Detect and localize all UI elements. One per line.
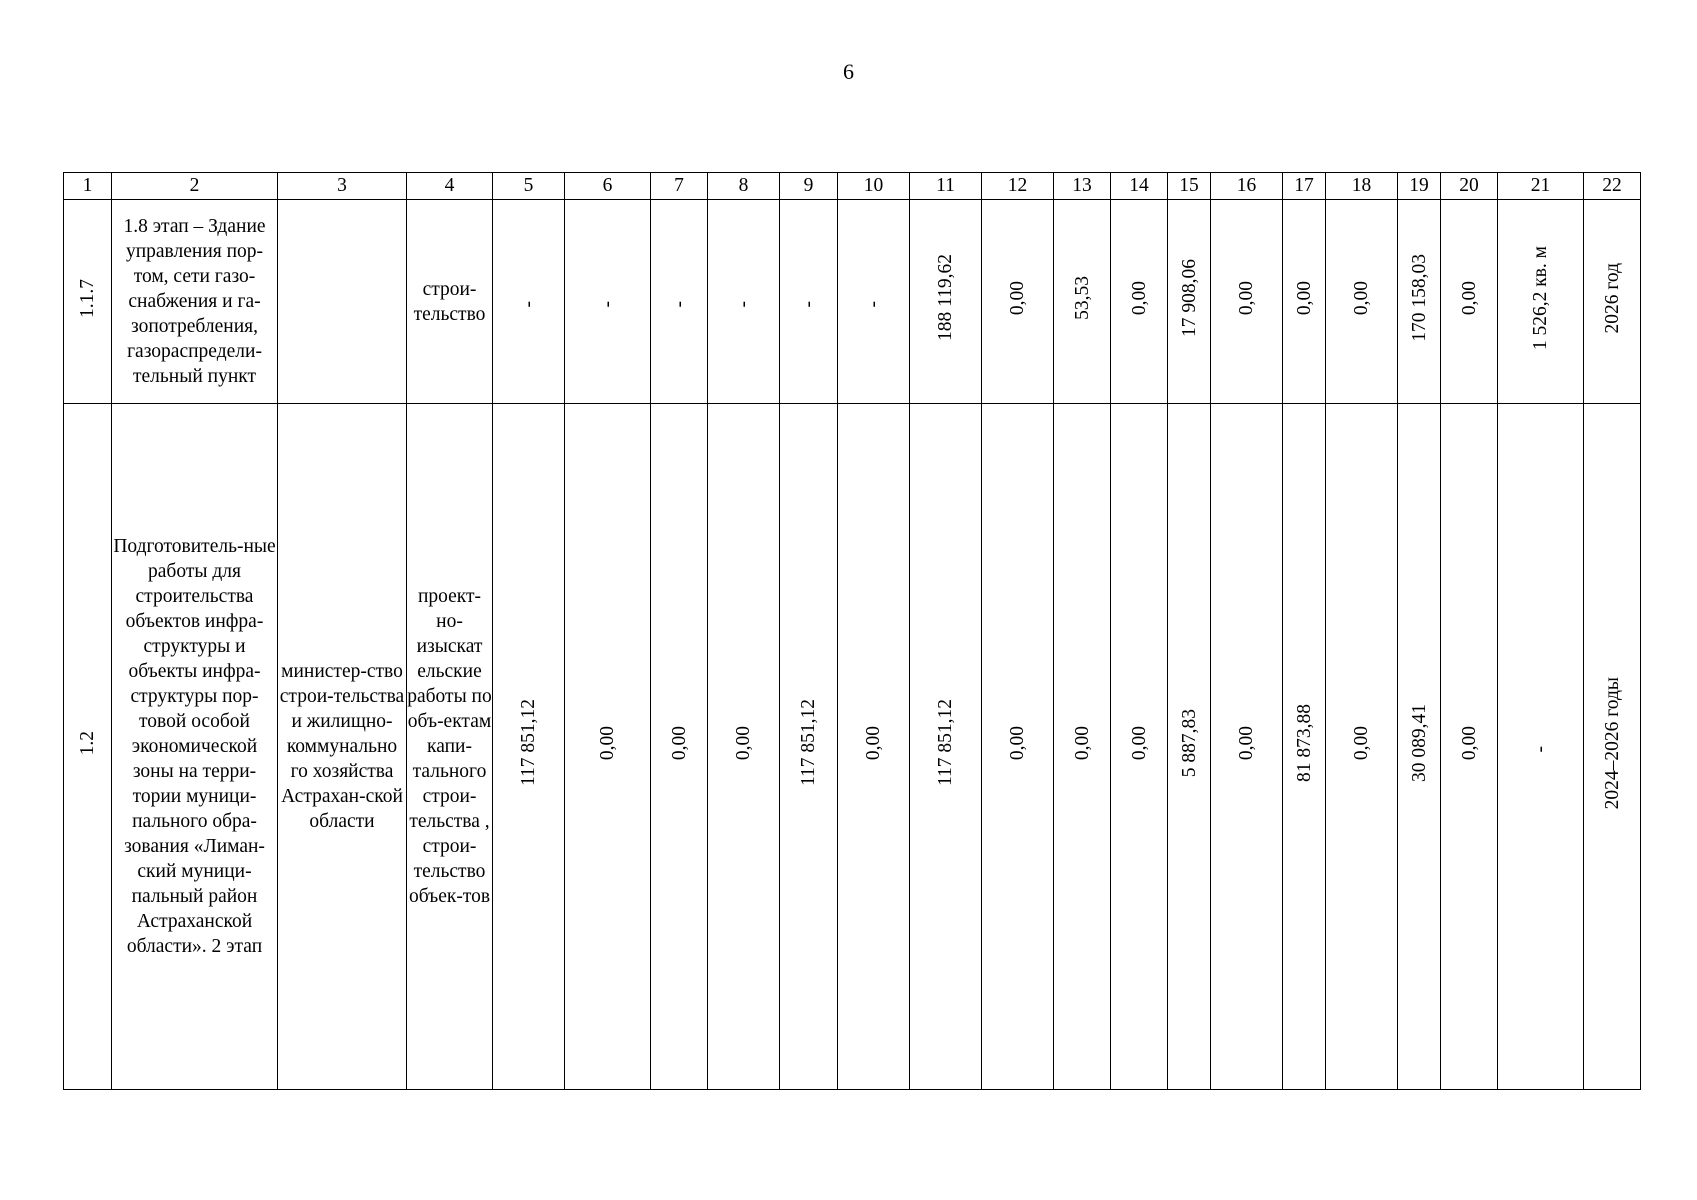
value-cell — [1168, 200, 1211, 404]
name-cell — [112, 200, 278, 404]
header-cell: 3 — [278, 173, 407, 200]
capacity: - — [1530, 745, 1551, 752]
period: 2024–2026 годы — [1601, 676, 1623, 810]
value: 0,00 — [597, 725, 618, 761]
financing-table — [63, 172, 1641, 1090]
row-id: 1.2 — [77, 730, 98, 756]
name-text: Подготовитель-ные работы для строительства объектов инфра-структуры и объекты инфра-структуры пор-товой особой экономической зоны на терри-тории муници-пального обра-зования «Лиман-ский муници-пальный район Астраханской области». 2 этап — [113, 536, 276, 957]
value-cell — [982, 404, 1054, 1090]
value-cell — [1211, 200, 1283, 404]
header-cell: 17 — [1283, 173, 1326, 200]
executor-text: министер-ство строи-тельства и жилищно-коммунально го хозяйства Астрахан-ской области — [279, 661, 405, 832]
value: - — [518, 300, 539, 307]
value: - — [668, 300, 690, 307]
header-cell: 6 — [565, 173, 651, 200]
header-cell: 15 — [1168, 173, 1211, 200]
value: 0,00 — [1458, 280, 1480, 316]
value: - — [733, 300, 754, 307]
value-cell — [1283, 404, 1326, 1090]
value: 0,00 — [1128, 725, 1150, 761]
value: 0,00 — [1458, 725, 1480, 761]
header-row — [64, 173, 1641, 200]
value-cell — [1211, 404, 1283, 1090]
value: 5 887,83 — [1178, 708, 1200, 778]
value-cell — [1054, 200, 1111, 404]
value: 0,00 — [1128, 280, 1150, 316]
header-cell: 13 — [1054, 173, 1111, 200]
row-id: 1.1.7 — [77, 278, 98, 318]
value-cell — [708, 200, 780, 404]
value: 170 158,03 — [1408, 254, 1430, 342]
capacity-cell — [1498, 404, 1584, 1090]
work-type-text: строи-тельство — [413, 278, 486, 325]
value: 117 851,12 — [798, 699, 819, 787]
header-cell: 5 — [493, 173, 565, 200]
header-cell: 2 — [112, 173, 278, 200]
header-cell: 19 — [1398, 173, 1441, 200]
value: 30 089,41 — [1408, 704, 1430, 782]
value: 0,00 — [1007, 725, 1028, 761]
value-cell — [838, 404, 910, 1090]
value-cell — [565, 200, 651, 404]
value: 0,00 — [1007, 280, 1028, 316]
value-cell — [1326, 200, 1398, 404]
value-cell — [1054, 404, 1111, 1090]
capacity-cell — [1498, 200, 1584, 404]
value: 117 851,12 — [935, 699, 956, 787]
header-cell: 1 — [64, 173, 112, 200]
value: 0,00 — [1071, 725, 1093, 761]
capacity: 1 526,2 кв. м — [1530, 245, 1551, 351]
executor-cell — [278, 404, 407, 1090]
header-cell: 11 — [910, 173, 982, 200]
header-cell: 18 — [1326, 173, 1398, 200]
executor-cell — [278, 200, 407, 404]
value-cell — [838, 200, 910, 404]
header-cell: 7 — [651, 173, 708, 200]
table-row — [64, 404, 1641, 1090]
row-id-cell — [64, 404, 112, 1090]
value-cell — [493, 404, 565, 1090]
value: 117 851,12 — [518, 699, 539, 787]
table-row — [64, 200, 1641, 404]
value-cell — [780, 200, 838, 404]
value-cell — [910, 200, 982, 404]
period-cell — [1584, 404, 1641, 1090]
header-cell: 20 — [1441, 173, 1498, 200]
value-cell — [1398, 200, 1441, 404]
value-cell — [1111, 200, 1168, 404]
value: 0,00 — [1236, 725, 1257, 761]
value: 17 908,06 — [1178, 259, 1200, 337]
value-cell — [1441, 200, 1498, 404]
value: 81 873,88 — [1293, 704, 1315, 782]
period-cell — [1584, 200, 1641, 404]
value: 53,53 — [1071, 276, 1093, 320]
page-number: 6 — [843, 59, 854, 84]
value: 0,00 — [668, 725, 690, 761]
value: 0,00 — [1236, 280, 1257, 316]
value: - — [863, 300, 884, 307]
value-cell — [1326, 404, 1398, 1090]
value: - — [798, 300, 819, 307]
header-cell: 21 — [1498, 173, 1584, 200]
value: 0,00 — [1351, 725, 1372, 761]
value: - — [597, 300, 618, 307]
value-cell — [1168, 404, 1211, 1090]
header-cell: 4 — [407, 173, 493, 200]
value-cell — [1441, 404, 1498, 1090]
name-cell — [112, 404, 278, 1090]
value-cell — [493, 200, 565, 404]
value-cell — [1283, 200, 1326, 404]
value: 0,00 — [1351, 280, 1372, 316]
work-type-cell — [407, 404, 493, 1090]
period: 2026 год — [1601, 262, 1623, 334]
value-cell — [708, 404, 780, 1090]
header-cell: 14 — [1111, 173, 1168, 200]
header-cell: 9 — [780, 173, 838, 200]
value-cell — [910, 404, 982, 1090]
value: 188 119,62 — [935, 254, 956, 342]
value-cell — [1111, 404, 1168, 1090]
value-cell — [1398, 404, 1441, 1090]
work-type-cell — [407, 200, 493, 404]
value: 0,00 — [1293, 280, 1315, 316]
header-cell: 10 — [838, 173, 910, 200]
header-cell: 12 — [982, 173, 1054, 200]
value-cell — [651, 200, 708, 404]
value-cell — [780, 404, 838, 1090]
name-text: 1.8 этап – Здание управления пор-том, сети газо-снабжения и га-зопотребления, газораспредели-тельный пункт — [123, 216, 266, 387]
value-cell — [565, 404, 651, 1090]
header-cell: 22 — [1584, 173, 1641, 200]
header-cell: 8 — [708, 173, 780, 200]
value-cell — [982, 200, 1054, 404]
value-cell — [651, 404, 708, 1090]
value: 0,00 — [863, 725, 884, 761]
work-type-text: проект-но-изыскат ельские работы по объ-ектам капи-тального строи-тельства , строи-тельство объек-тов — [407, 586, 492, 907]
row-id-cell — [64, 200, 112, 404]
header-cell: 16 — [1211, 173, 1283, 200]
value: 0,00 — [733, 725, 754, 761]
